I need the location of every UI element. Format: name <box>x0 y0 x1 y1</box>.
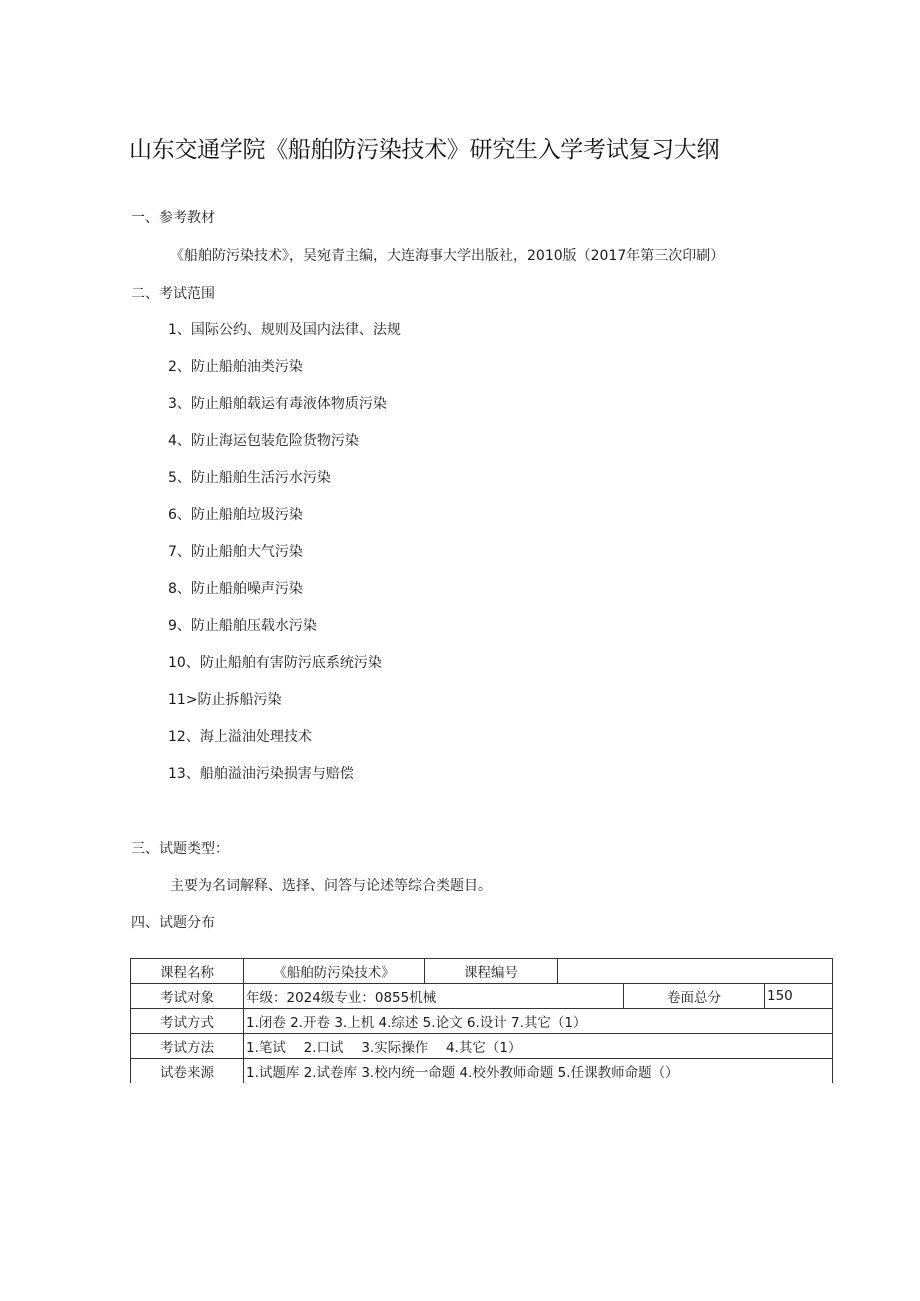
table-row <box>131 1034 833 1059</box>
section-heading-question-types: 三、试题类型： <box>131 841 229 857</box>
scope-list-item: 9、防止船舶压载水污染 <box>168 618 317 634</box>
scope-list-item: 10、防止船舶有害防污底系统污染 <box>168 655 382 671</box>
total-score-value: 150 <box>765 984 833 1009</box>
course-name-label: 课程名称 <box>131 959 244 984</box>
exam-target-value: 年级：2024级专业：0855机械 <box>244 984 624 1009</box>
exam-method-value: 1.笔试 2.口试 3.实际操作 4.其它（1） <box>244 1034 833 1059</box>
total-score-label: 卷面总分 <box>624 984 765 1009</box>
scope-list-item: 2、防止船舶油类污染 <box>168 359 303 375</box>
exam-mode-value: 1.闭卷 2.开卷 3.上机 4.综述 5.论文 6.设计 7.其它（1） <box>244 1009 833 1034</box>
section-heading-scope: 二、考试范围 <box>131 286 215 302</box>
exam-target-label: 考试对象 <box>131 984 244 1009</box>
scope-list-item: 6、防止船舶垃圾污染 <box>168 507 303 523</box>
scope-list-item: 5、防止船舶生活污水污染 <box>168 470 331 486</box>
table-row <box>131 1009 833 1034</box>
table-row <box>131 1059 833 1084</box>
scope-list-item: 7、防止船舶大气污染 <box>168 544 303 560</box>
paper-source-value: 1.试题库 2.试卷库 3.校内统一命题 4.校外教师命题 5.任课教师命题（） <box>244 1059 833 1084</box>
section-heading-distribution: 四、试题分布 <box>131 915 215 931</box>
course-code-value <box>558 959 833 984</box>
course-code-label: 课程编号 <box>425 959 558 984</box>
scope-list-item: 8、防止船舶噪声污染 <box>168 581 303 597</box>
scope-list-item: 1、国际公约、规则及国内法律、法规 <box>168 322 401 338</box>
scope-list-item: 12、海上溢油处理技术 <box>168 729 312 745</box>
scope-list-item: 4、防止海运包装危险货物污染 <box>168 433 359 449</box>
table-row <box>131 959 833 984</box>
scope-list-item: 3、防止船舶载运有毒液体物质污染 <box>168 396 387 412</box>
page-title: 山东交通学院《船舶防污染技术》研究生入学考试复习大纲 <box>129 137 720 163</box>
scope-list-item: 11>防止拆船污染 <box>168 692 282 708</box>
section-heading-textbook: 一、参考教材 <box>131 210 215 226</box>
paper-source-label: 试卷来源 <box>131 1059 244 1084</box>
exam-mode-label: 考试方式 <box>131 1009 244 1034</box>
exam-distribution-table <box>130 958 833 1083</box>
table-row <box>131 984 833 1009</box>
exam-method-label: 考试方法 <box>131 1034 244 1059</box>
scope-list-item: 13、船舶溢油污染损害与赔偿 <box>168 766 354 782</box>
question-types-text: 主要为名词解释、选择、问答与论述等综合类题目。 <box>170 878 492 894</box>
course-name-value: 《船舶防污染技术》 <box>244 959 425 984</box>
textbook-reference: 《船舶防污染技术》，吴宛青主编，大连海事大学出版社，2010版（2017年第三次印刷） <box>170 248 725 264</box>
